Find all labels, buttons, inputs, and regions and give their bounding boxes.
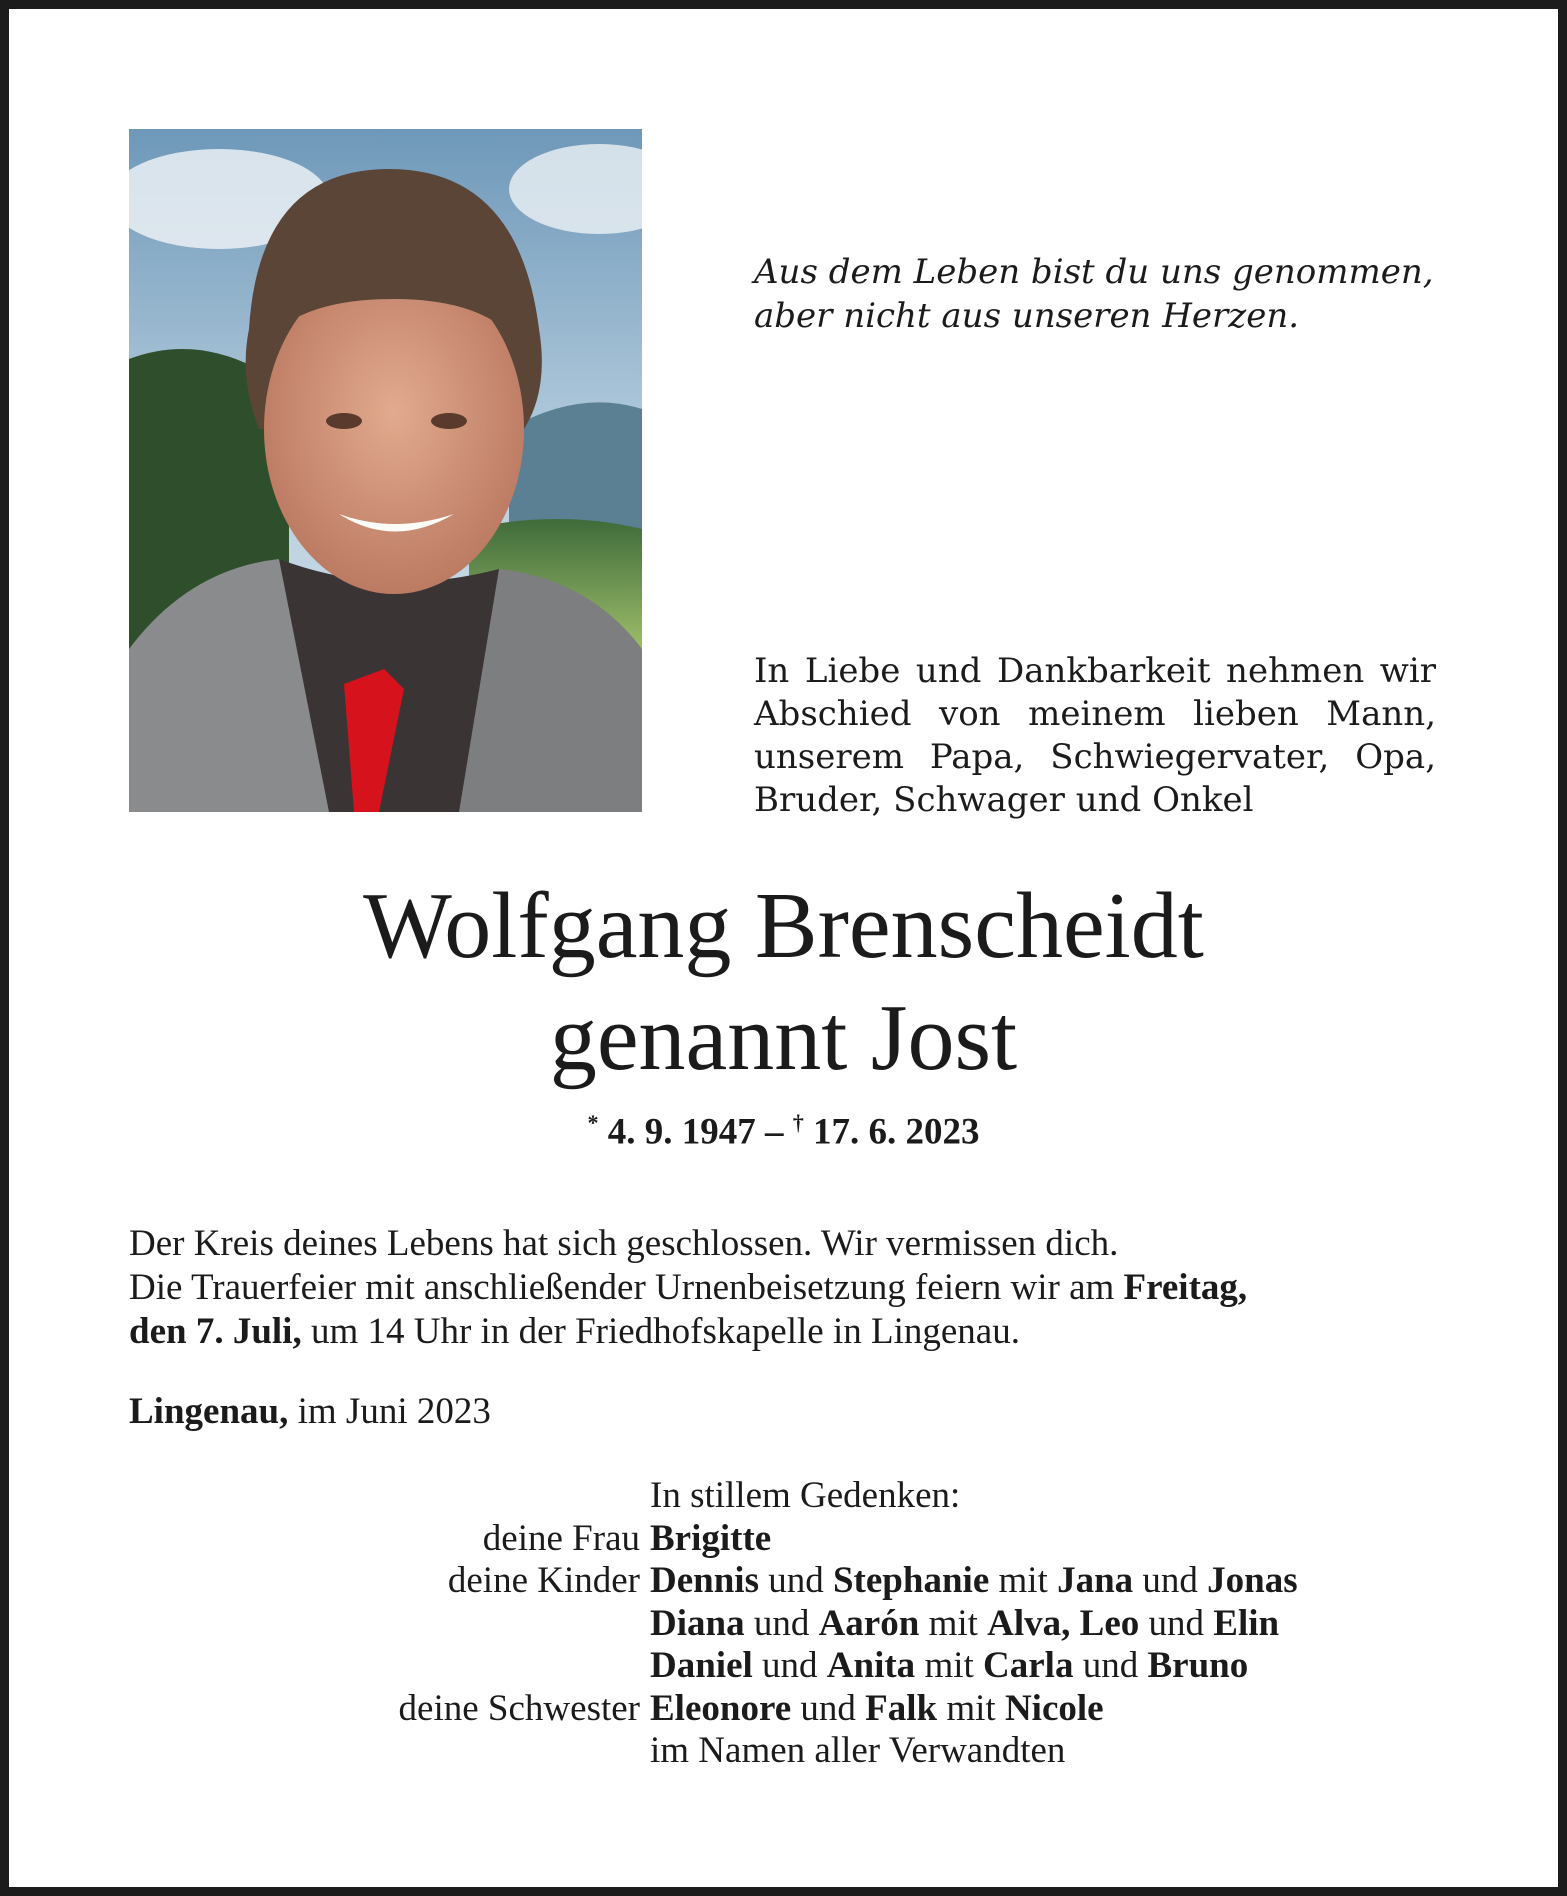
mourner-name: Dennis <box>650 1560 759 1601</box>
portrait-illustration <box>129 129 642 812</box>
mourner-names <box>650 1730 1065 1773</box>
ceremony-date: den 7. Juli, <box>129 1311 302 1352</box>
epitaph-quote <box>754 250 1474 338</box>
mourner-connector: und <box>1073 1645 1148 1686</box>
mourner-connector: mit <box>989 1560 1058 1601</box>
mourner-relation: deine Frau <box>482 1517 640 1559</box>
mourner-name: Jonas <box>1207 1560 1298 1601</box>
death-date: 17. 6. 2023 <box>813 1111 980 1153</box>
mourner-row <box>0 1688 1567 1731</box>
ceremony-day: Freitag, <box>1123 1267 1248 1308</box>
mourner-connector: und <box>1133 1560 1208 1601</box>
birth-symbol: * <box>587 1110 599 1135</box>
mourner-connector: mit <box>915 1645 984 1686</box>
message-text: um 14 Uhr in der Friedhofskapelle in Lingenau. <box>301 1311 1020 1352</box>
place-date <box>129 1390 491 1434</box>
mourner-name: Carla <box>983 1645 1074 1686</box>
deceased-name <box>0 870 1567 1094</box>
mourner-connector: mit <box>937 1687 1005 1729</box>
mourner-relation: deine Schwester <box>398 1687 640 1729</box>
mourner-name: Bruno <box>1147 1645 1249 1686</box>
intro-text <box>754 650 1436 822</box>
intro-line: Abschied von meinem lieben Mann, <box>754 694 1436 734</box>
mourner-connector: und <box>752 1645 827 1686</box>
mourner-connector: mit <box>919 1602 988 1644</box>
mourner-row <box>0 1518 1567 1561</box>
mourner-relation: deine Kinder <box>447 1560 640 1601</box>
mourner-connector: und <box>744 1602 819 1644</box>
portrait-photo <box>129 129 642 812</box>
name-line: genannt Jost <box>549 986 1018 1090</box>
place-month: im Juni 2023 <box>288 1391 491 1432</box>
mourner-name: Jana <box>1057 1560 1134 1601</box>
name-line: Wolfgang Brenscheidt <box>363 874 1204 978</box>
mourner-name: Falk <box>865 1687 938 1729</box>
date-separator: – <box>765 1111 784 1153</box>
intro-line: Bruder, Schwager und Onkel <box>754 780 1254 820</box>
mourner-name: Alva, Leo <box>987 1602 1140 1644</box>
mourner-rows <box>0 1518 1567 1773</box>
place-town: Lingenau, <box>129 1391 289 1432</box>
mourner-names <box>650 1645 1248 1688</box>
mourner-connector: und <box>791 1687 866 1729</box>
quote-line: aber nicht aus unseren Herzen. <box>754 296 1300 336</box>
mourner-name: Eleonore <box>650 1687 792 1729</box>
mourner-name: Aarón <box>818 1602 920 1644</box>
mourner-names <box>650 1688 1104 1731</box>
mourner-row <box>0 1560 1567 1603</box>
intro-line: unserem Papa, Schwiegervater, Opa, <box>754 737 1436 777</box>
mourner-row <box>0 1603 1567 1646</box>
death-symbol: † <box>792 1110 804 1135</box>
mourner-name: Nicole <box>1004 1687 1104 1729</box>
mourner-name: Stephanie <box>832 1560 990 1601</box>
message-line: Der Kreis deines Lebens hat sich geschlossen. Wir vermissen dich. <box>129 1223 1119 1264</box>
mourner-name: Elin <box>1213 1602 1280 1644</box>
intro-line: In Liebe und Dankbarkeit nehmen wir <box>754 651 1436 691</box>
mourner-connector: im Namen aller Verwandten <box>650 1730 1066 1771</box>
message-line <box>129 1310 1449 1354</box>
mourner-name: Anita <box>826 1645 916 1686</box>
message-text: Die Trauerfeier mit anschließender Urnenbeisetzung feiern wir am <box>129 1267 1124 1308</box>
mourners-list <box>0 1475 1567 1773</box>
ceremony-message <box>129 1222 1449 1354</box>
mourner-name: Daniel <box>650 1645 753 1686</box>
mourners-heading-row <box>0 1475 1567 1518</box>
life-dates <box>0 1110 1567 1153</box>
mourner-connector: und <box>758 1560 833 1601</box>
mourner-name: Diana <box>650 1602 745 1644</box>
mourner-names <box>650 1518 771 1561</box>
quote-line: Aus dem Leben bist du uns genommen, <box>754 252 1434 292</box>
mourner-row <box>0 1645 1567 1688</box>
message-line <box>129 1266 1449 1310</box>
mourner-names <box>650 1603 1279 1646</box>
mourner-connector: und <box>1139 1602 1214 1644</box>
birth-date: 4. 9. 1947 <box>607 1111 756 1153</box>
mourners-heading: In stillem Gedenken: <box>650 1475 961 1516</box>
mourner-names <box>650 1560 1298 1603</box>
mourner-name: Brigitte <box>650 1517 772 1559</box>
mourner-row <box>0 1730 1567 1773</box>
